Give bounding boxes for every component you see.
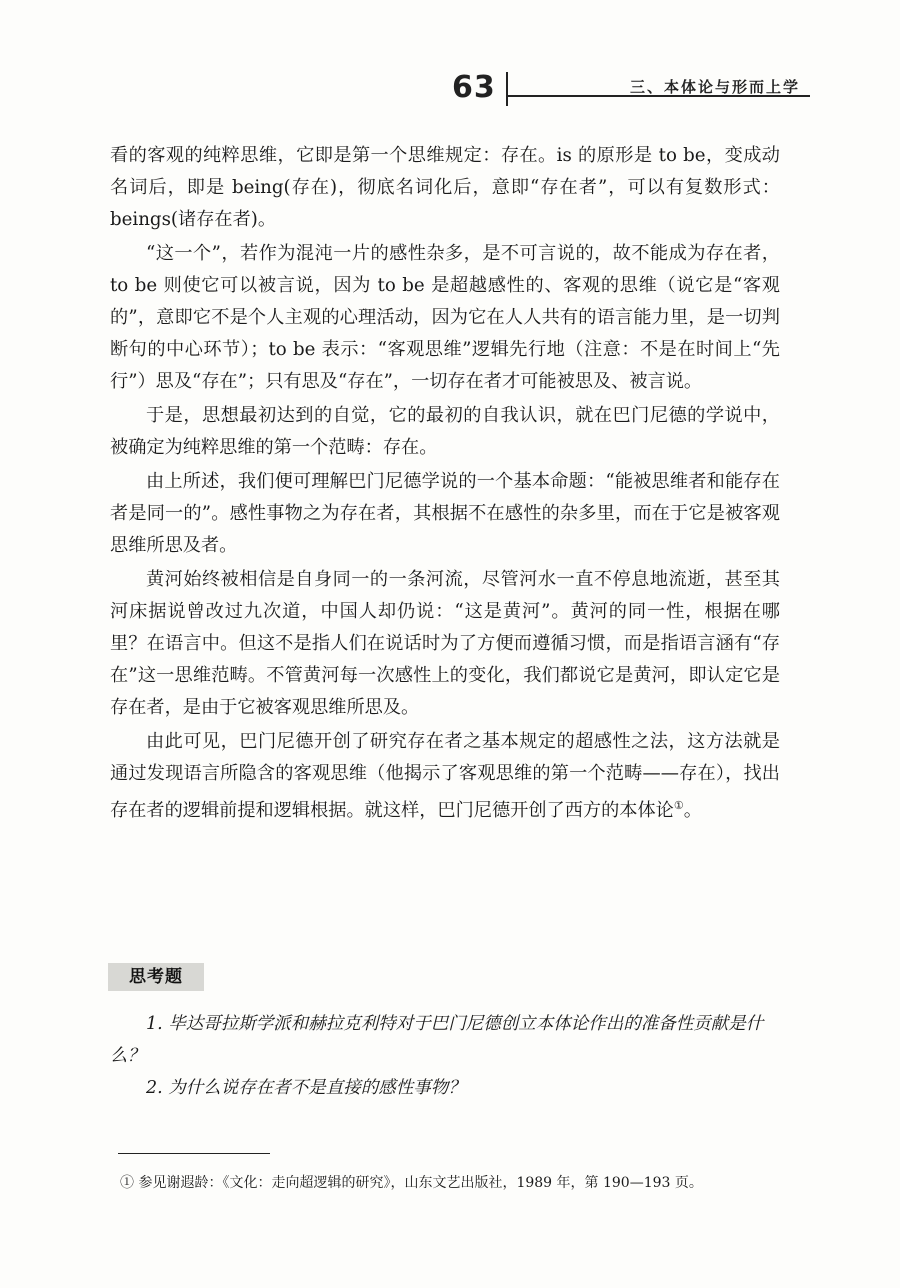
paragraph-4: 由上所述，我们便可理解巴门尼德学说的一个基本命题：“能被思维者和能存在者是同一的”。感性事物之为存在者，其根据不在感性的杂多里，而在于它是被客观思维所思及者。 [110,471,780,556]
page-number: 63 [452,70,496,105]
question-1: 1. 毕达哥拉斯学派和赫拉克利特对于巴门尼德创立本体论作出的准备性贡献是什么？ [110,1014,764,1066]
footnote-mark: ① [673,799,684,812]
header-divider [506,72,508,106]
paragraph-1: 看的客观的纯粹思维，它即是第一个思维规定：存在。is 的原形是 to be，变成动名词后，即是 being(存在)，彻底名词化后，意即“存在者”，可以有复数形式：beings(诸存在者)。 [110,145,780,230]
questions-label: 思考题 [108,963,204,991]
page-header [0,0,900,120]
paragraph-6 [110,726,780,827]
chapter-title: 三、本体论与形而上学 [630,78,801,96]
paragraph-6-end: 。 [683,800,702,822]
paragraph-2: “这一个”，若作为混沌一片的感性杂多，是不可言说的，故不能成为存在者，to be 则使它可以被言说，因为 to be 是超越感性的、客观的思维（说它是“客观的”，意即它不是个人主观的心理活动，因为它在人人共有的语言能力里，是一切判断句的中心环节）；to be 表示：“客观思维”逻辑先行地（注意：不是在时间上“先行”）思及“存在”；只有思及“存在”，一切存在者才可能被思及、被言说。 [110,243,780,392]
footnote: ① 参见谢遐龄：《文化：走向超逻辑的研究》，山东文艺出版社，1989 年，第 190—193 页。 [120,1175,703,1191]
main-text [110,140,780,829]
questions-list [110,1008,780,1104]
paragraph-6-text: 由此可见，巴门尼德开创了研究存在者之基本规定的超感性之法，这方法就是通过发现语言所隐含的客观思维（他揭示了客观思维的第一个范畴——存在），找出存在者的逻辑前提和逻辑根据。就这样，巴门尼德开创了西方的本体论 [110,731,780,822]
footnote-rule [118,1153,270,1154]
paragraph-5: 黄河始终被相信是自身同一的一条河流，尽管河水一直不停息地流逝，甚至其河床据说曾改过九次道，中国人却仍说：“这是黄河”。黄河的同一性，根据在哪里？在语言中。但这不是指人们在说话时为了方便而遵循习惯，而是指语言涵有“存在”这一思维范畴。不管黄河每一次感性上的变化，我们都说它是黄河，即认定它是存在者，是由于它被客观思维所思及。 [110,569,780,718]
question-2: 2. 为什么说存在者不是直接的感性事物？ [146,1078,466,1098]
paragraph-3: 于是，思想最初达到的自觉，它的最初的自我认识，就在巴门尼德的学说中，被确定为纯粹思维的第一个范畴：存在。 [110,405,780,458]
